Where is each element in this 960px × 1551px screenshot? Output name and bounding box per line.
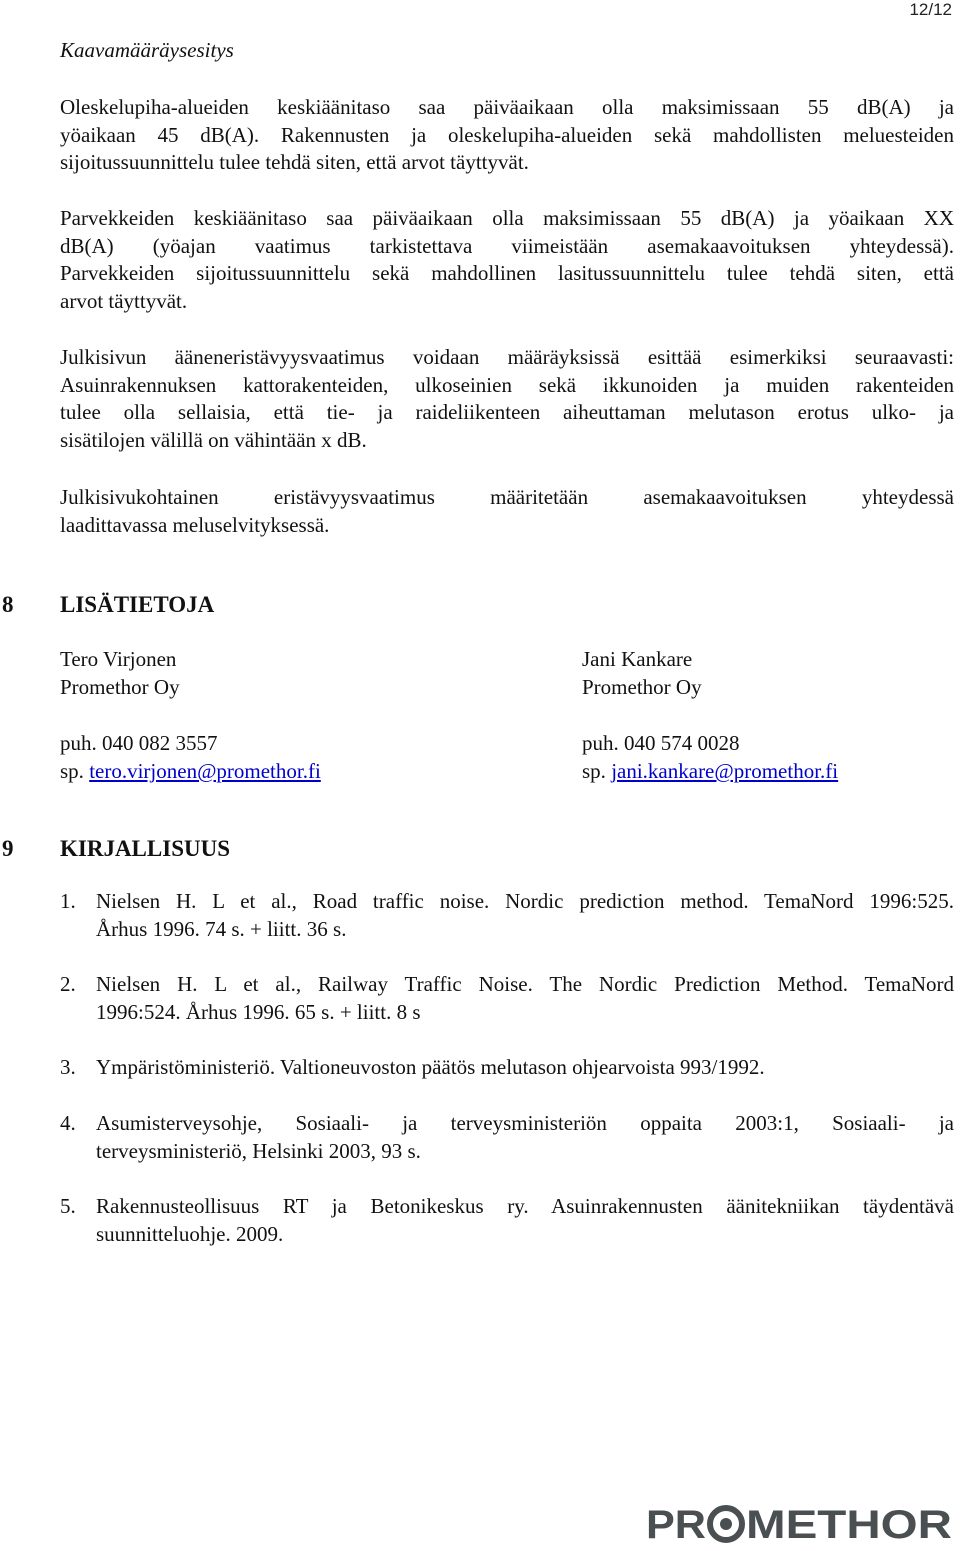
reference-line: Århus 1996. 74 s. + liitt. 36 s. [96,916,347,941]
email-link[interactable]: tero.virjonen@promethor.fi [89,759,321,783]
paragraph-line: Julkisivun ääneneristävyysvaatimus voidaan määräyksissä esittää esimerkiksi seuraavasti: [60,345,954,369]
paragraph-line: Asuinrakennuksen kattorakenteiden, ulkoseinien sekä ikkunoiden ja muiden rakenteiden [60,372,954,397]
contact-email-line [582,757,838,785]
reference-line: Rakennusteollisuus RT ja Betonikeskus ry. Asuinrakennusten äänitekniikan täydentävä [96,1194,954,1218]
reference-line: suunnitteluohje. 2009. [96,1221,284,1246]
contact-card [60,645,180,701]
section-title: KIRJALLISUUS [60,836,230,861]
paragraph-line: Oleskelupiha-alueiden keskiäänitaso saa päiväaikaan olla maksimissaan 55 dB(A) ja [60,95,954,119]
paragraph-line: sijoitussuunnittelu tulee tehdä siten, että arvot täyttyvät. [60,150,529,175]
reference-line: 1996:524. Århus 1996. 65 s. + liitt. 8 s [96,999,421,1024]
paragraph-3 [60,344,954,454]
reference-line: Nielsen H. L et al., Railway Traffic Noise. The Nordic Prediction Method. TemaNord [96,972,954,996]
reference-number: 2. [60,972,76,996]
reference-item [60,1054,954,1082]
reference-item [60,888,954,944]
contact-company: Promethor Oy [60,675,180,699]
running-head: Kaavamääräysesitys [60,38,234,62]
email-prefix: sp. [582,759,606,783]
contact-email-line [60,757,321,785]
reference-item [60,1110,954,1166]
promethor-logo-icon [646,1500,954,1546]
promethor-logo [646,1500,954,1546]
reference-number: 1. [60,889,76,913]
contact-details [582,729,838,785]
paragraph-line: arvot täyttyvät. [60,288,188,313]
section-title: LISÄTIETOJA [60,592,215,617]
contact-company: Promethor Oy [582,675,702,699]
contact-phone: puh. 040 082 3557 [60,731,218,755]
paragraph-line: Parvekkeiden sijoitussuunnittelu sekä mahdollinen lasitussuunnittelu tulee tehdä siten, että [60,261,954,286]
reference-line: Nielsen H. L et al., Road traffic noise. Nordic prediction method. TemaNord 1996:525. [96,889,954,913]
section-heading-lisatietoja [0,592,960,622]
reference-item [60,1193,954,1249]
paragraph-line: Julkisivukohtainen eristävyysvaatimus määritetään asemakaavoituksen yhteydessä [60,485,954,509]
paragraph-line: tulee olla sellaisia, että tie- ja raideliikenteen aiheuttaman melutason erotus ulko- ja [60,400,954,425]
section-heading-kirjallisuus [0,836,960,866]
contact-details [60,729,321,785]
paragraph-line: sisätilojen välillä on vähintään x dB. [60,427,367,452]
paragraph-2 [60,205,954,315]
contact-name: Jani Kankare [582,647,693,671]
paragraph-line: yöaikaan 45 dB(A). Rakennusten ja oleskelupiha-alueiden sekä mahdollisten meluesteiden [60,122,954,147]
section-number: 8 [2,592,14,617]
contact-name: Tero Virjonen [60,647,177,671]
reference-line: terveysministeriö, Helsinki 2003, 93 s. [96,1138,421,1163]
page-number: 12/12 [909,0,952,19]
paragraph-line: laadittavassa meluselvityksessä. [60,512,330,537]
paragraph-line: dB(A) (yöajan vaatimus tarkistettava viimeistään asemakaavoituksen yhteydessä). [60,233,954,258]
svg-text:PR: PR [646,1503,707,1546]
reference-line: Asumisterveysohje, Sosiaali- ja terveysministeriön oppaita 2003:1, Sosiaali- ja [96,1111,954,1135]
paragraph-4 [60,484,954,539]
email-link[interactable]: jani.kankare@promethor.fi [611,759,839,783]
reference-number: 3. [60,1055,76,1079]
paragraph-line: Parvekkeiden keskiäänitaso saa päiväaikaan olla maksimissaan 55 dB(A) ja yöaikaan XX [60,206,954,230]
svg-text:METHOR: METHOR [746,1503,953,1546]
reference-item [60,971,954,1027]
contact-card [582,645,702,701]
email-prefix: sp. [60,759,84,783]
reference-number: 5. [60,1194,76,1218]
contact-phone: puh. 040 574 0028 [582,731,740,755]
reference-number: 4. [60,1111,76,1135]
section-number: 9 [2,836,14,861]
reference-line: Ympäristöministeriö. Valtioneuvoston päätös melutason ohjearvoista 993/1992. [96,1055,765,1079]
paragraph-1 [60,94,954,177]
